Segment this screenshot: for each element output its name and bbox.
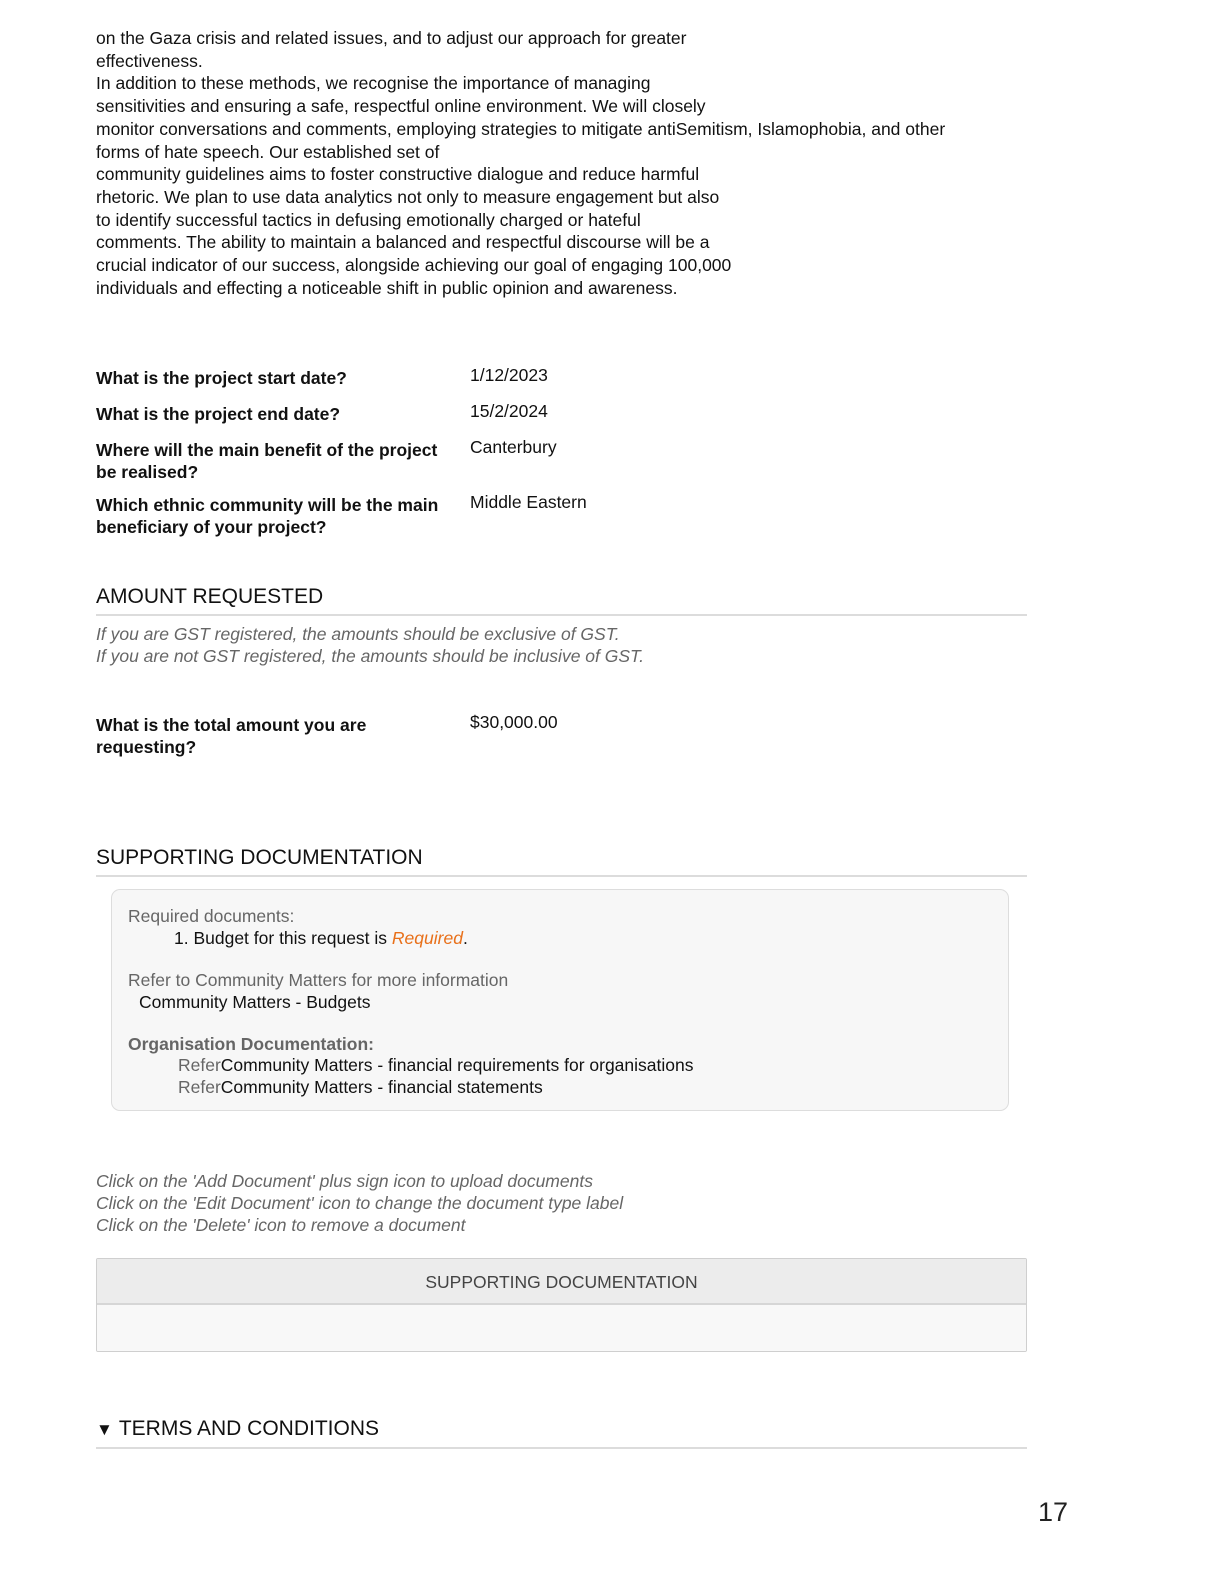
intro-line: individuals and effecting a noticeable shift in public opinion and awareness. xyxy=(96,277,678,298)
refer-prefix: Refer xyxy=(178,1055,221,1075)
organisation-documentation-label: Organisation Documentation: xyxy=(128,1034,374,1054)
financial-requirements-link[interactable]: Community Matters - financial requirements for organisations xyxy=(220,1055,694,1075)
supporting-documentation-heading xyxy=(96,845,1027,877)
main-benefit-answer: Canterbury xyxy=(470,437,557,457)
financial-statements-link[interactable]: Community Matters - financial statements xyxy=(220,1077,543,1097)
main-benefit-question: Where will the main benefit of the project be realised? xyxy=(96,440,438,482)
intro-line: comments. The ability to maintain a balanced and respectful discourse will be a xyxy=(96,232,710,253)
intro-line: forms of hate speech. Our established set of xyxy=(96,141,440,162)
total-amount-question: What is the total amount you are requesting? xyxy=(96,715,367,757)
intro-line: rhetoric. We plan to use data analytics not only to measure engagement but also xyxy=(96,186,720,207)
terms-and-conditions-header[interactable] xyxy=(96,1416,1027,1449)
instruction-edit: Click on the 'Edit Document' icon to change the document type label xyxy=(96,1193,624,1213)
required-document-item xyxy=(174,927,468,949)
collapse-triangle-icon[interactable]: ▼ xyxy=(96,1420,113,1439)
ethnic-community-answer: Middle Eastern xyxy=(470,492,587,512)
required-period: . xyxy=(462,928,468,948)
community-matters-budgets-link[interactable]: Community Matters - Budgets xyxy=(139,992,371,1012)
amount-requested-heading xyxy=(96,584,1027,616)
instruction-add: Click on the 'Add Document' plus sign icon to upload documents xyxy=(96,1171,593,1191)
page-number: 17 xyxy=(1038,1497,1069,1527)
intro-line: to identify successful tactics in defusing emotionally charged or hateful xyxy=(96,209,641,230)
intro-line: effectiveness. xyxy=(96,50,203,71)
project-end-date-question: What is the project end date? xyxy=(96,404,341,424)
required-flag: Required xyxy=(391,928,463,948)
org-doc-line-2 xyxy=(178,1076,543,1098)
intro-line: sensitivities and ensuring a safe, respectful online environment. We will closely xyxy=(96,96,706,117)
instruction-delete: Click on the 'Delete' icon to remove a document xyxy=(96,1215,466,1235)
total-amount-answer: $30,000.00 xyxy=(470,712,558,732)
intro-line: crucial indicator of our success, alongside achieving our goal of engaging 100,000 xyxy=(96,255,732,276)
intro-line: community guidelines aims to foster constructive dialogue and reduce harmful xyxy=(96,164,700,185)
intro-paragraph xyxy=(96,27,1036,299)
gst-note xyxy=(96,623,644,667)
project-start-date-question: What is the project start date? xyxy=(96,368,347,388)
supporting-documentation-heading-text: SUPPORTING DOCUMENTATION xyxy=(96,846,423,869)
refer-community-matters-text: Refer to Community Matters for more information xyxy=(128,970,509,990)
terms-and-conditions-heading-text: TERMS AND CONDITIONS xyxy=(118,1417,380,1440)
refer-prefix: Refer xyxy=(178,1077,221,1097)
gst-note-line: If you are GST registered, the amounts should be exclusive of GST. xyxy=(96,624,620,644)
ethnic-community-question: Which ethnic community will be the main beneficiary of your project? xyxy=(96,495,439,537)
document-instructions xyxy=(96,1170,623,1236)
org-doc-line-1 xyxy=(178,1054,694,1076)
amount-requested-heading-text: AMOUNT REQUESTED xyxy=(96,585,324,608)
project-start-date-answer: 1/12/2023 xyxy=(470,365,548,385)
required-document-text: 1. Budget for this request is xyxy=(174,928,388,948)
supporting-documentation-table-header: SUPPORTING DOCUMENTATION xyxy=(97,1259,1026,1305)
supporting-documentation-table xyxy=(96,1258,1027,1352)
supporting-documentation-table-body xyxy=(97,1305,1026,1351)
required-documents-label: Required documents: xyxy=(128,906,295,926)
intro-line: In addition to these methods, we recognise the importance of managing xyxy=(96,73,651,94)
intro-line: on the Gaza crisis and related issues, and to adjust our approach for greater xyxy=(96,28,687,48)
intro-line: monitor conversations and comments, employing strategies to mitigate antiSemitism, Islamophobia, and other xyxy=(96,118,946,139)
gst-note-line: If you are not GST registered, the amounts should be inclusive of GST. xyxy=(96,646,644,666)
project-end-date-answer: 15/2/2024 xyxy=(470,401,548,421)
required-documents-panel xyxy=(111,889,1009,1111)
